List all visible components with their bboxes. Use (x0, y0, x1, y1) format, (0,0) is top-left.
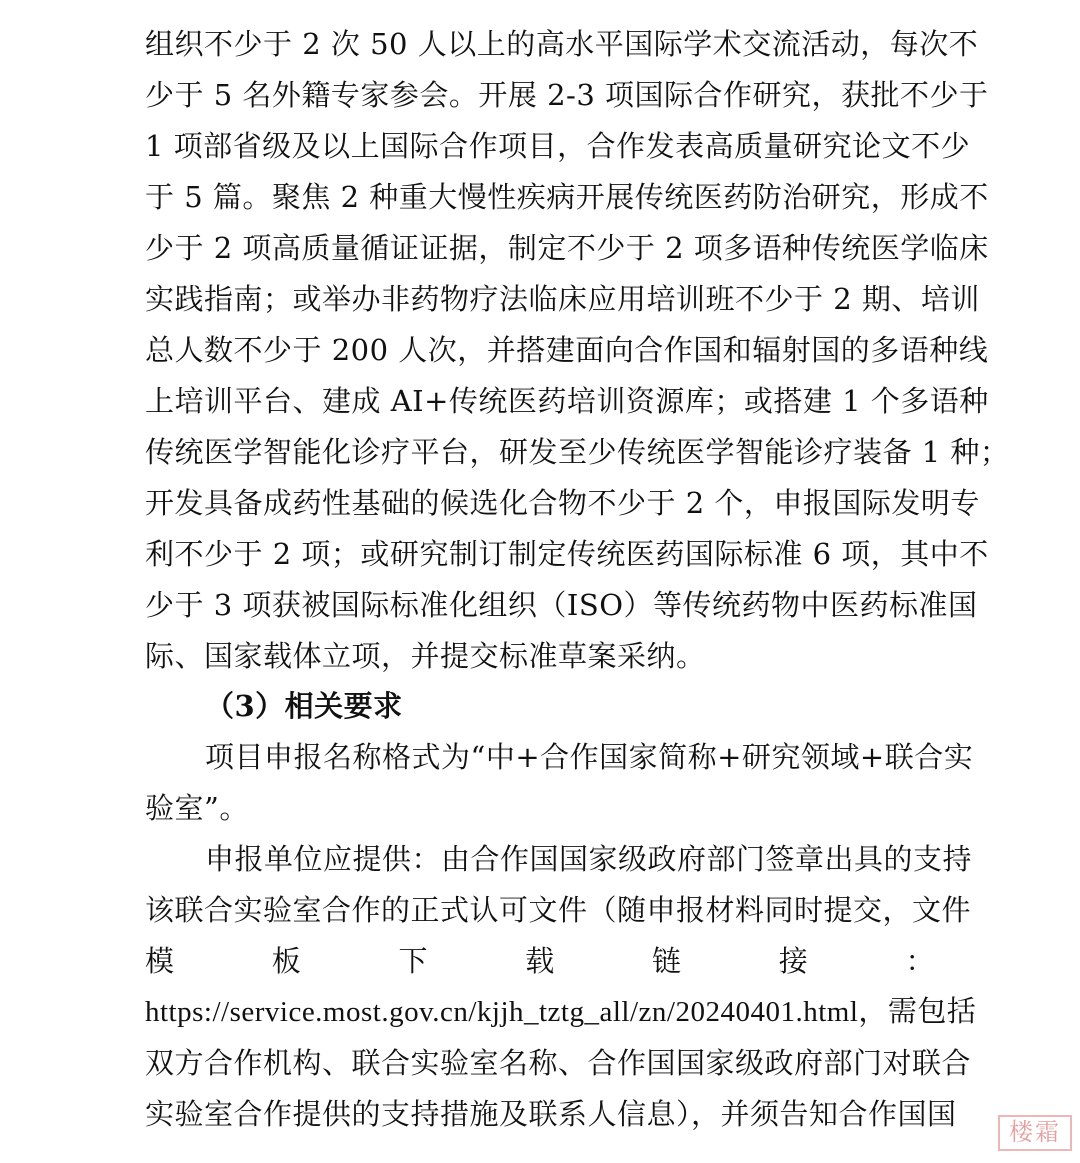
text-line: 该联合实验室合作的正式认可文件（随申报材料同时提交，文件 (145, 893, 972, 927)
watermark-stamp: 楼霜 (998, 1115, 1072, 1151)
text-line: 双方合作机构、联合实验室名称、合作国国家级政府部门对联合 (145, 1046, 972, 1080)
text-line: 利不少于 2 项；或研究制订制定传统医药国际标准 6 项，其中不 (145, 537, 989, 571)
text-line: 少于 2 项高质量循证证据，制定不少于 2 项多语种传统医学临床 (145, 231, 989, 265)
url-text-line: https://service.most.gov.cn/kjjh_tztg_all/zn/20240401.html，需包括 (145, 996, 977, 1028)
text-line: 总人数不少于 200 人次，并搭建面向合作国和辐射国的多语种线 (145, 333, 989, 367)
text-line: 少于 3 项获被国际标准化组织（ISO）等传统药物中医药标准国 (145, 588, 978, 622)
text-line: 组织不少于 2 次 50 人以上的高水平国际学术交流活动，每次不 (145, 27, 979, 61)
text-line: 际、国家载体立项，并提交标准草案采纳。 (145, 639, 706, 673)
text-line: 实践指南；或举办非药物疗法临床应用培训班不少于 2 期、培训 (145, 282, 980, 316)
text-line: 项目申报名称格式为“中+合作国家简称+研究领域+联合实 (205, 740, 974, 774)
section-heading: （3）相关要求 (205, 689, 403, 723)
text-line: 上培训平台、建成 AI+传统医药培训资源库；或搭建 1 个多语种 (145, 384, 989, 418)
text-line: 验室”。 (145, 791, 249, 825)
text-line: 传统医学智能化诊疗平台，研发至少传统医学智能诊疗装备 1 种； (145, 435, 1010, 469)
text-line: 申报单位应提供：由合作国国家级政府部门签章出具的支持 (205, 842, 973, 876)
text-line: 实验室合作提供的支持措施及联系人信息），并须告知合作国国 (145, 1097, 957, 1131)
text-line: 1 项部省级及以上国际合作项目，合作发表高质量研究论文不少 (145, 129, 971, 163)
text-line: 模 板 下 载 链 接 ： (145, 944, 935, 978)
text-line: 于 5 篇。聚焦 2 种重大慢性疾病开展传统医药防治研究，形成不 (145, 180, 989, 214)
text-line: 少于 5 名外籍专家参会。开展 2-3 项国际合作研究，获批不少于 (145, 78, 989, 112)
text-line: 开发具备成药性基础的候选化合物不少于 2 个，申报国际发明专 (145, 486, 980, 520)
